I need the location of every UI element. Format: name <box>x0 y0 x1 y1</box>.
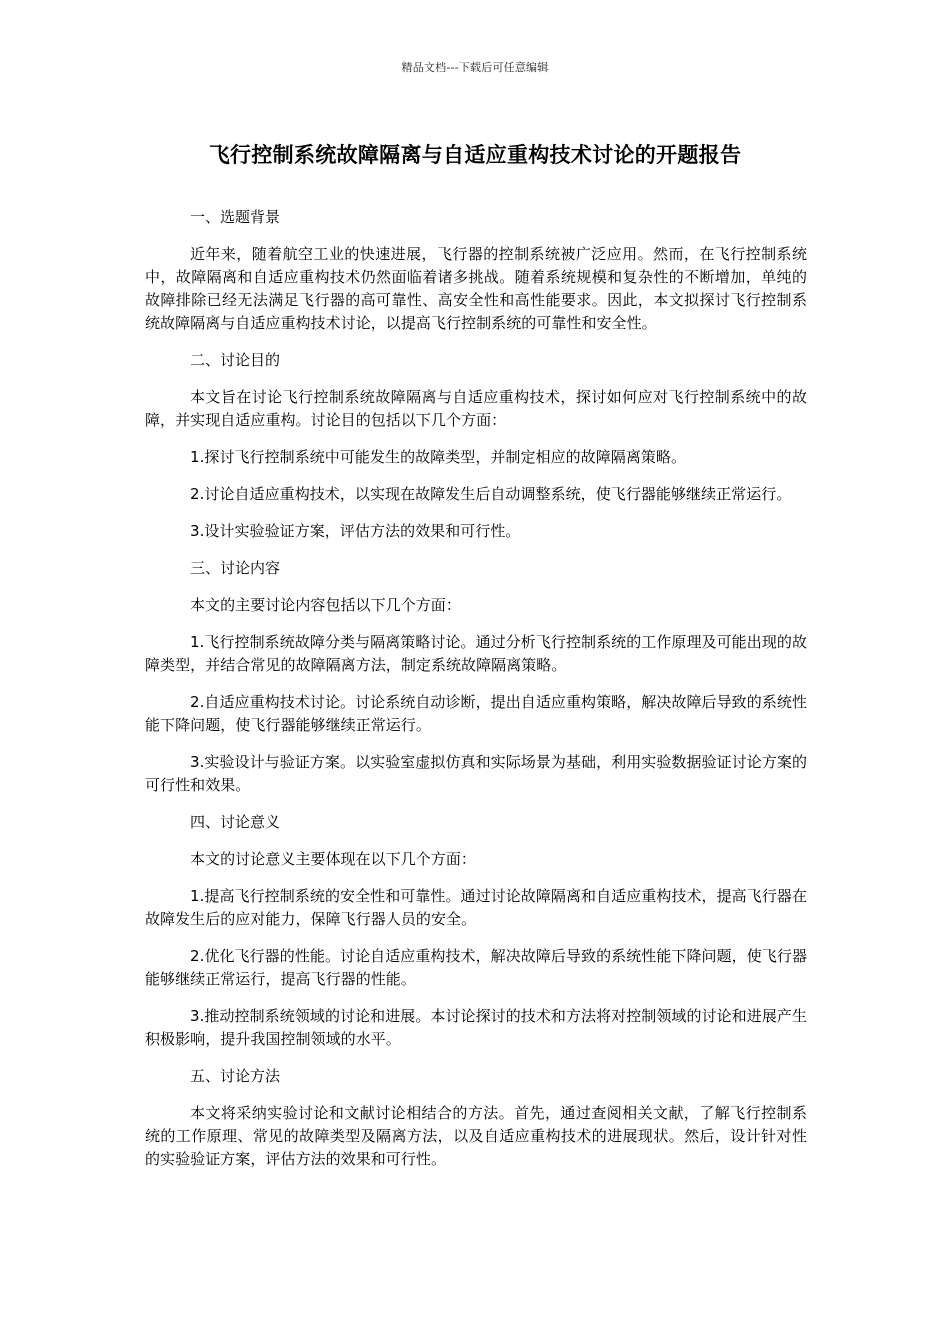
paragraph: 本文将采纳实验讨论和文献讨论相结合的方法。首先，通过查阅相关文献，了解飞行控制系统的工作原理、常见的故障类型及隔离方法，以及自适应重构技术的进展现状。然后，设计针对性的实验验证方案，评估方法的效果和可行性。 <box>145 1104 807 1168</box>
paragraph: 近年来，随着航空工业的快速进展，飞行器的控制系统被广泛应用。然而，在飞行控制系统中，故障隔离和自适应重构技术仍然面临着诸多挑战。随着系统规模和复杂性的不断增加，单纯的故障排除已经无法满足飞行器的高可靠性、高安全性和高性能要求。因此，本文拟探讨飞行控制系统故障隔离与自适应重构技术讨论，以提高飞行控制系统的可靠性和安全性。 <box>145 245 807 332</box>
list-item: 1.探讨飞行控制系统中可能发生的故障类型，并制定相应的故障隔离策略。 <box>190 448 687 466</box>
section-significance <box>145 811 807 1051</box>
section-method <box>145 1065 807 1171</box>
section-background <box>145 206 807 335</box>
header-note: 精品文档---下载后可任意编辑 <box>401 61 549 74</box>
list-item: 2.优化飞行器的性能。讨论自适应重构技术，解决故障后导致的系统性能下降问题，使飞行器能够继续正常运行，提高飞行器的性能。 <box>145 947 807 988</box>
section-heading: 三、讨论内容 <box>190 559 281 577</box>
list-item: 3.推动控制系统领域的讨论和进展。本讨论探讨的技术和方法将对控制领域的讨论和进展产生积极影响，提升我国控制领域的水平。 <box>145 1007 807 1048</box>
paragraph: 本文的主要讨论内容包括以下几个方面： <box>190 596 461 614</box>
list-item: 3.实验设计与验证方案。以实验室虚拟仿真和实际场景为基础，利用实验数据验证讨论方案的可行性和效果。 <box>145 753 807 794</box>
list-item: 1.提高飞行控制系统的安全性和可靠性。通过讨论故障隔离和自适应重构技术，提高飞行器在故障发生后的应对能力，保障飞行器人员的安全。 <box>145 887 807 928</box>
section-heading: 四、讨论意义 <box>190 813 281 831</box>
paragraph: 本文旨在讨论飞行控制系统故障隔离与自适应重构技术，探讨如何应对飞行控制系统中的故障，并实现自适应重构。讨论目的包括以下几个方面： <box>145 388 807 429</box>
list-item: 3.设计实验验证方案，评估方法的效果和可行性。 <box>190 522 521 540</box>
paragraph: 本文的讨论意义主要体现在以下几个方面： <box>190 850 476 868</box>
list-item: 1.飞行控制系统故障分类与隔离策略讨论。通过分析飞行控制系统的工作原理及可能出现的故障类型，并结合常见的故障隔离方法，制定系统故障隔离策略。 <box>145 633 807 674</box>
document-body <box>145 206 807 1185</box>
section-content <box>145 557 807 797</box>
document-title: 飞行控制系统故障隔离与自适应重构技术讨论的开题报告 <box>208 143 742 167</box>
list-item: 2.讨论自适应重构技术，以实现在故障发生后自动调整系统，使飞行器能够继续正常运行。 <box>190 485 792 503</box>
section-heading: 一、选题背景 <box>190 208 281 226</box>
section-heading: 五、讨论方法 <box>190 1067 281 1085</box>
section-purpose <box>145 349 807 543</box>
section-heading: 二、讨论目的 <box>190 351 281 369</box>
list-item: 2.自适应重构技术讨论。讨论系统自动诊断，提出自适应重构策略，解决故障后导致的系统性能下降问题，使飞行器能够继续正常运行。 <box>145 693 807 734</box>
